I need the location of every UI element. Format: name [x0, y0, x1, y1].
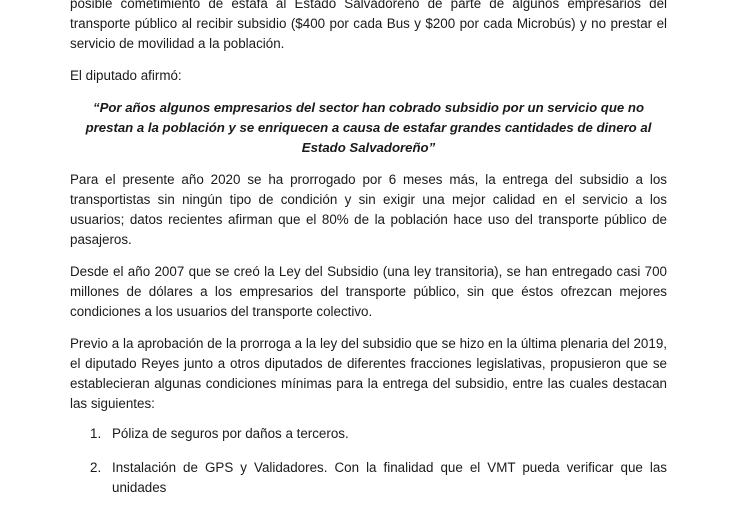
list-item-text: Póliza de seguros por daños a terceros. [112, 426, 349, 441]
quote-paragraph: “Por años algunos empresarios del sector han cobrado subsidio por un servicio que no prestan a la población y se enriquecen a causa de estafar grandes cantidades de dinero al Estado Salvadoreño” [85, 100, 652, 155]
affirmed-paragraph: El diputado afirmó: [70, 68, 182, 83]
year-2020-paragraph: Para el presente año 2020 se ha prorrogado por 6 meses más, la entrega del subsidio a los transportistas sin ningún tipo de condición y sin exigir una mejor calidad en el servicio a los usuarios; datos recientes afirman que el 80% de la población hace uso del transporte público de pasajeros. [70, 172, 667, 247]
conditions-list [70, 424, 667, 498]
list-item-text: Instalación de GPS y Validadores. Con la finalidad que el VMT pueda verificar que las unidades [112, 460, 667, 495]
intro-paragraph: posible cometimiento de estafa al Estado Salvadoreño de parte de algunos empresarios del transporte público al recibir subsidio ($400 por cada Bus y $200 por cada Microbús) y no prestar el servicio de movilidad a la población. [70, 0, 667, 51]
document-page [70, 0, 667, 512]
previo-paragraph: Previo a la aprobación de la prorroga a la ley del subsidio que se hizo en la última plenaria del 2019, el diputado Reyes junto a otros diputados de diferentes fracciones legislativas, propusieron que se establecieran algunas condiciones mínimas para la entrega del subsidio, entre las cuales destacan las siguientes: [70, 336, 667, 411]
year-2007-paragraph: Desde el año 2007 que se creó la Ley del Subsidio (una ley transitoria), se han entregado casi 700 millones de dólares a los empresarios del transporte público, sin que éstos ofrezcan mejores condiciones a los usuarios del transporte colectivo. [70, 264, 667, 319]
list-item [70, 458, 667, 498]
list-item-number: 2. [90, 460, 102, 475]
list-item-number: 1. [90, 426, 102, 441]
list-item [70, 424, 667, 444]
